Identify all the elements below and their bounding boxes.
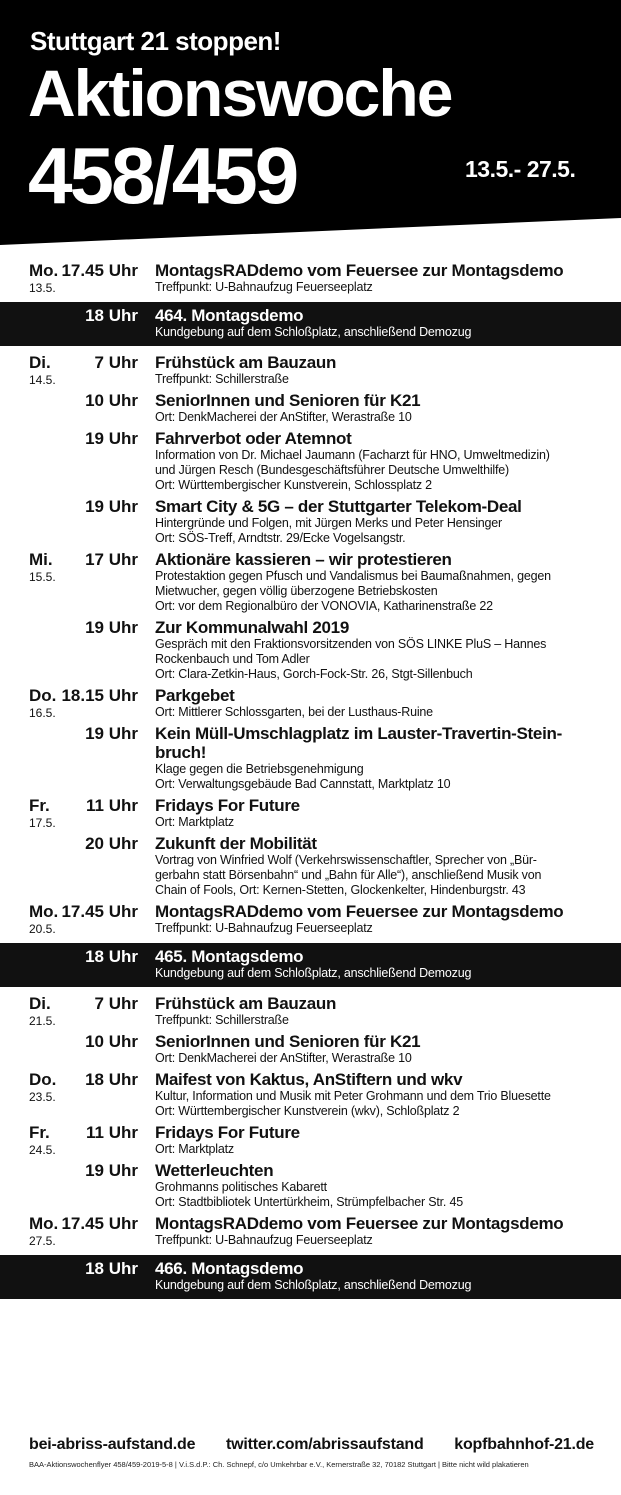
event-description-line: Treffpunkt: U-Bahnaufzug Feuerseeplatz xyxy=(155,1233,373,1247)
event-date: 27.5. xyxy=(29,1234,56,1248)
event-list xyxy=(0,260,621,1305)
event-description-line: Mietwucher, gegen völlig überzogene Betriebskosten xyxy=(155,584,438,598)
event-body xyxy=(155,1070,595,1119)
event-body xyxy=(155,497,595,546)
event-time: 17 Uhr xyxy=(85,550,138,569)
event-description-line: Ort: DenkMacherei der AnStifter, Werastraße 10 xyxy=(155,410,412,424)
event-day: Mo. xyxy=(29,1214,59,1233)
header-dates: 13.5.- 27.5. xyxy=(465,156,576,182)
event-title: Smart City & 5G – der Stuttgarter Telekom-Deal xyxy=(155,497,522,516)
event-title: Fridays For Future xyxy=(155,796,300,815)
event-body xyxy=(155,686,595,720)
event-row xyxy=(0,901,621,939)
event-description-line: Vortrag von Winfried Wolf (Verkehrswissenschaftler, Sprecher von „Bür- xyxy=(155,853,537,867)
header-number: 458/459 xyxy=(28,131,297,220)
event-row xyxy=(0,549,621,617)
event-description-line: Kundgebung auf dem Schloßplatz, anschließend Demozug xyxy=(155,1278,472,1292)
event-date: 23.5. xyxy=(29,1090,56,1104)
event-time: 11 Uhr xyxy=(86,796,138,815)
event-day: Di. xyxy=(29,994,51,1013)
event-description-line: Ort: Mittlerer Schlossgarten, bei der Lusthaus-Ruine xyxy=(155,705,433,719)
event-description-line: Kundgebung auf dem Schloßplatz, anschließend Demozug xyxy=(155,966,472,980)
event-row xyxy=(0,390,621,428)
event-body xyxy=(155,391,595,425)
event-description-line: Information von Dr. Michael Jaumann (Facharzt für HNO, Umweltmedizin) xyxy=(155,448,550,462)
event-title: Frühstück am Bauzaun xyxy=(155,353,337,372)
event-description-line: Ort: SÖS-Treff, Arndtstr. 29/Ecke Vogelsangstr. xyxy=(155,531,406,545)
event-time: 10 Uhr xyxy=(85,391,138,410)
event-title: Kein Müll-Umschlagplatz im Lauster-Travertin-Stein-bruch! xyxy=(155,724,562,762)
event-description-line: Chain of Fools, Ort: Kernen-Stetten, Glockenkelter, Hindenburgstr. 43 xyxy=(155,883,526,897)
event-description-line: Ort: vor dem Regionalbüro der VONOVIA, Katharinenstraße 22 xyxy=(155,599,493,613)
event-day: Di. xyxy=(29,353,51,372)
event-row xyxy=(0,993,621,1031)
event-title: Fridays For Future xyxy=(155,1123,300,1142)
event-time: 7 Uhr xyxy=(94,994,138,1013)
event-description-line: Ort: Stadtbibliotek Untertürkheim, Strümpfelbacher Str. 45 xyxy=(155,1195,463,1209)
event-title: Parkgebet xyxy=(155,686,235,705)
event-title: 465. Montagsdemo xyxy=(155,947,304,966)
event-time: 17.45 Uhr xyxy=(61,1214,138,1233)
event-description-line: Grohmanns politisches Kabarett xyxy=(155,1180,327,1194)
event-day: Do. xyxy=(29,686,57,705)
event-date: 16.5. xyxy=(29,706,56,720)
event-row xyxy=(0,352,621,390)
event-title: 466. Montagsdemo xyxy=(155,1259,304,1278)
event-description-line: Treffpunkt: U-Bahnaufzug Feuerseeplatz xyxy=(155,280,373,294)
event-title: MontagsRADdemo vom Feuersee zur Montagsdemo xyxy=(155,902,564,921)
event-body xyxy=(155,306,595,340)
event-body xyxy=(155,947,595,981)
event-description-line: Protestaktion gegen Pfusch und Vandalismus bei Baumaßnahmen, gegen xyxy=(155,569,551,583)
event-body xyxy=(155,429,595,493)
event-body xyxy=(155,902,595,936)
event-body xyxy=(155,353,595,387)
event-date: 21.5. xyxy=(29,1014,56,1028)
event-description-line: gerbahn statt Börsenbahn“ und „Bahn für Alle“), anschließend Musik von xyxy=(155,868,542,882)
event-row xyxy=(0,1160,621,1213)
footer-link[interactable]: bei-abriss-aufstand.de xyxy=(29,1436,196,1453)
event-time: 20 Uhr xyxy=(85,834,138,853)
event-title: Zur Kommunalwahl 2019 xyxy=(155,618,349,637)
footer-links xyxy=(29,1436,594,1454)
event-description-line: Ort: Clara-Zetkin-Haus, Gorch-Fock-Str. 26, Stgt-Sillenbuch xyxy=(155,667,473,681)
event-date: 15.5. xyxy=(29,570,56,584)
event-row xyxy=(0,496,621,549)
event-title: Zukunft der Mobilität xyxy=(155,834,317,853)
footer-link[interactable]: twitter.com/abrissaufstand xyxy=(226,1436,424,1453)
footer-link[interactable]: kopfbahnhof-21.de xyxy=(454,1436,594,1453)
event-body xyxy=(155,618,595,682)
event-time: 18 Uhr xyxy=(85,306,138,325)
event-row xyxy=(0,1213,621,1251)
event-description-line: Treffpunkt: U-Bahnaufzug Feuerseeplatz xyxy=(155,921,373,935)
event-time: 19 Uhr xyxy=(85,1161,138,1180)
event-body xyxy=(155,1032,595,1066)
event-title: MontagsRADdemo vom Feuersee zur Montagsdemo xyxy=(155,1214,564,1233)
event-body xyxy=(155,1161,595,1210)
event-time: 18 Uhr xyxy=(85,947,138,966)
event-time: 10 Uhr xyxy=(85,1032,138,1051)
event-time: 18 Uhr xyxy=(85,1259,138,1278)
event-day: Fr. xyxy=(29,796,50,815)
event-description-line: Kundgebung auf dem Schloßplatz, anschließend Demozug xyxy=(155,325,472,339)
event-date: 20.5. xyxy=(29,922,56,936)
event-time: 18 Uhr xyxy=(85,1070,138,1089)
event-body xyxy=(155,550,595,614)
event-description-line: Ort: Württembergischer Kunstverein (wkv), Schloßplatz 2 xyxy=(155,1104,460,1118)
event-description-line: Klage gegen die Betriebsgenehmigung xyxy=(155,762,364,776)
event-description-line: Gespräch mit den Fraktionsvorsitzenden von SÖS LINKE PluS – Hannes xyxy=(155,637,547,651)
header-title: Aktionswoche xyxy=(28,56,452,130)
event-title: Frühstück am Bauzaun xyxy=(155,994,337,1013)
event-description-line: Treffpunkt: Schillerstraße xyxy=(155,1013,289,1027)
header-banner xyxy=(0,0,621,245)
event-row-highlight xyxy=(0,943,621,987)
event-date: 13.5. xyxy=(29,281,56,295)
event-description-line: Ort: Württembergischer Kunstverein, Schlossplatz 2 xyxy=(155,478,432,492)
event-body xyxy=(155,994,595,1028)
event-time: 19 Uhr xyxy=(85,724,138,743)
event-row xyxy=(0,1069,621,1122)
event-row xyxy=(0,723,621,795)
event-time: 19 Uhr xyxy=(85,497,138,516)
event-description-line: Rockenbauch und Tom Adler xyxy=(155,652,310,666)
event-row xyxy=(0,260,621,298)
event-row xyxy=(0,617,621,685)
event-row xyxy=(0,795,621,833)
event-date: 24.5. xyxy=(29,1143,56,1157)
event-body xyxy=(155,1123,595,1157)
event-time: 11 Uhr xyxy=(86,1123,138,1142)
event-description-line: Ort: Marktplatz xyxy=(155,1142,234,1156)
event-body xyxy=(155,261,595,295)
footer-note: BAA-Aktionswochenflyer 458/459-2019-5-8 | V.i.S.d.P.: Ch. Schnepf, c/o Umkehrbar e.V., Kernerstraße 32, 70182 Stuttgart | Bitte nicht wild plakatieren xyxy=(29,1460,529,1469)
event-description-line: Kultur, Information und Musik mit Peter Grohmann und dem Trio Bluesette xyxy=(155,1089,551,1103)
event-date: 17.5. xyxy=(29,816,56,830)
event-body xyxy=(155,1214,595,1248)
event-time: 7 Uhr xyxy=(94,353,138,372)
event-time: 19 Uhr xyxy=(85,618,138,637)
event-description-line: Hintergründe und Folgen, mit Jürgen Merks und Peter Hensinger xyxy=(155,516,503,530)
event-body xyxy=(155,796,595,830)
event-date: 14.5. xyxy=(29,373,56,387)
event-body xyxy=(155,834,595,898)
event-title: SeniorInnen und Senioren für K21 xyxy=(155,391,421,410)
event-title: Fahrverbot oder Atemnot xyxy=(155,429,352,448)
event-row-highlight xyxy=(0,302,621,346)
event-row xyxy=(0,833,621,901)
event-day: Do. xyxy=(29,1070,57,1089)
event-description-line: Treffpunkt: Schillerstraße xyxy=(155,372,289,386)
event-time: 17.45 Uhr xyxy=(61,261,138,280)
event-time: 17.45 Uhr xyxy=(61,902,138,921)
event-body xyxy=(155,1259,595,1293)
event-row xyxy=(0,1122,621,1160)
event-title: MontagsRADdemo vom Feuersee zur Montagsdemo xyxy=(155,261,564,280)
event-row xyxy=(0,1031,621,1069)
event-description-line: Ort: DenkMacherei der AnStifter, Werastraße 10 xyxy=(155,1051,412,1065)
event-description-line: und Jürgen Resch (Bundesgeschäftsführer Deutsche Umwelthilfe) xyxy=(155,463,509,477)
event-row xyxy=(0,685,621,723)
event-title: Aktionäre kassieren – wir protestieren xyxy=(155,550,452,569)
event-description-line: Ort: Marktplatz xyxy=(155,815,234,829)
event-day: Mo. xyxy=(29,261,59,280)
event-description-line: Ort: Verwaltungsgebäude Bad Cannstatt, Marktplatz 10 xyxy=(155,777,451,791)
event-title: Maifest von Kaktus, AnStiftern und wkv xyxy=(155,1070,463,1089)
event-row xyxy=(0,428,621,496)
event-title: 464. Montagsdemo xyxy=(155,306,304,325)
event-title: SeniorInnen und Senioren für K21 xyxy=(155,1032,421,1051)
header-subtitle: Stuttgart 21 stoppen! xyxy=(30,26,281,56)
event-body xyxy=(155,724,595,792)
event-time: 19 Uhr xyxy=(85,429,138,448)
event-day: Mi. xyxy=(29,550,53,569)
event-title: Wetterleuchten xyxy=(155,1161,274,1180)
event-time: 18.15 Uhr xyxy=(61,686,138,705)
event-row-highlight xyxy=(0,1255,621,1299)
event-day: Mo. xyxy=(29,902,59,921)
event-day: Fr. xyxy=(29,1123,50,1142)
